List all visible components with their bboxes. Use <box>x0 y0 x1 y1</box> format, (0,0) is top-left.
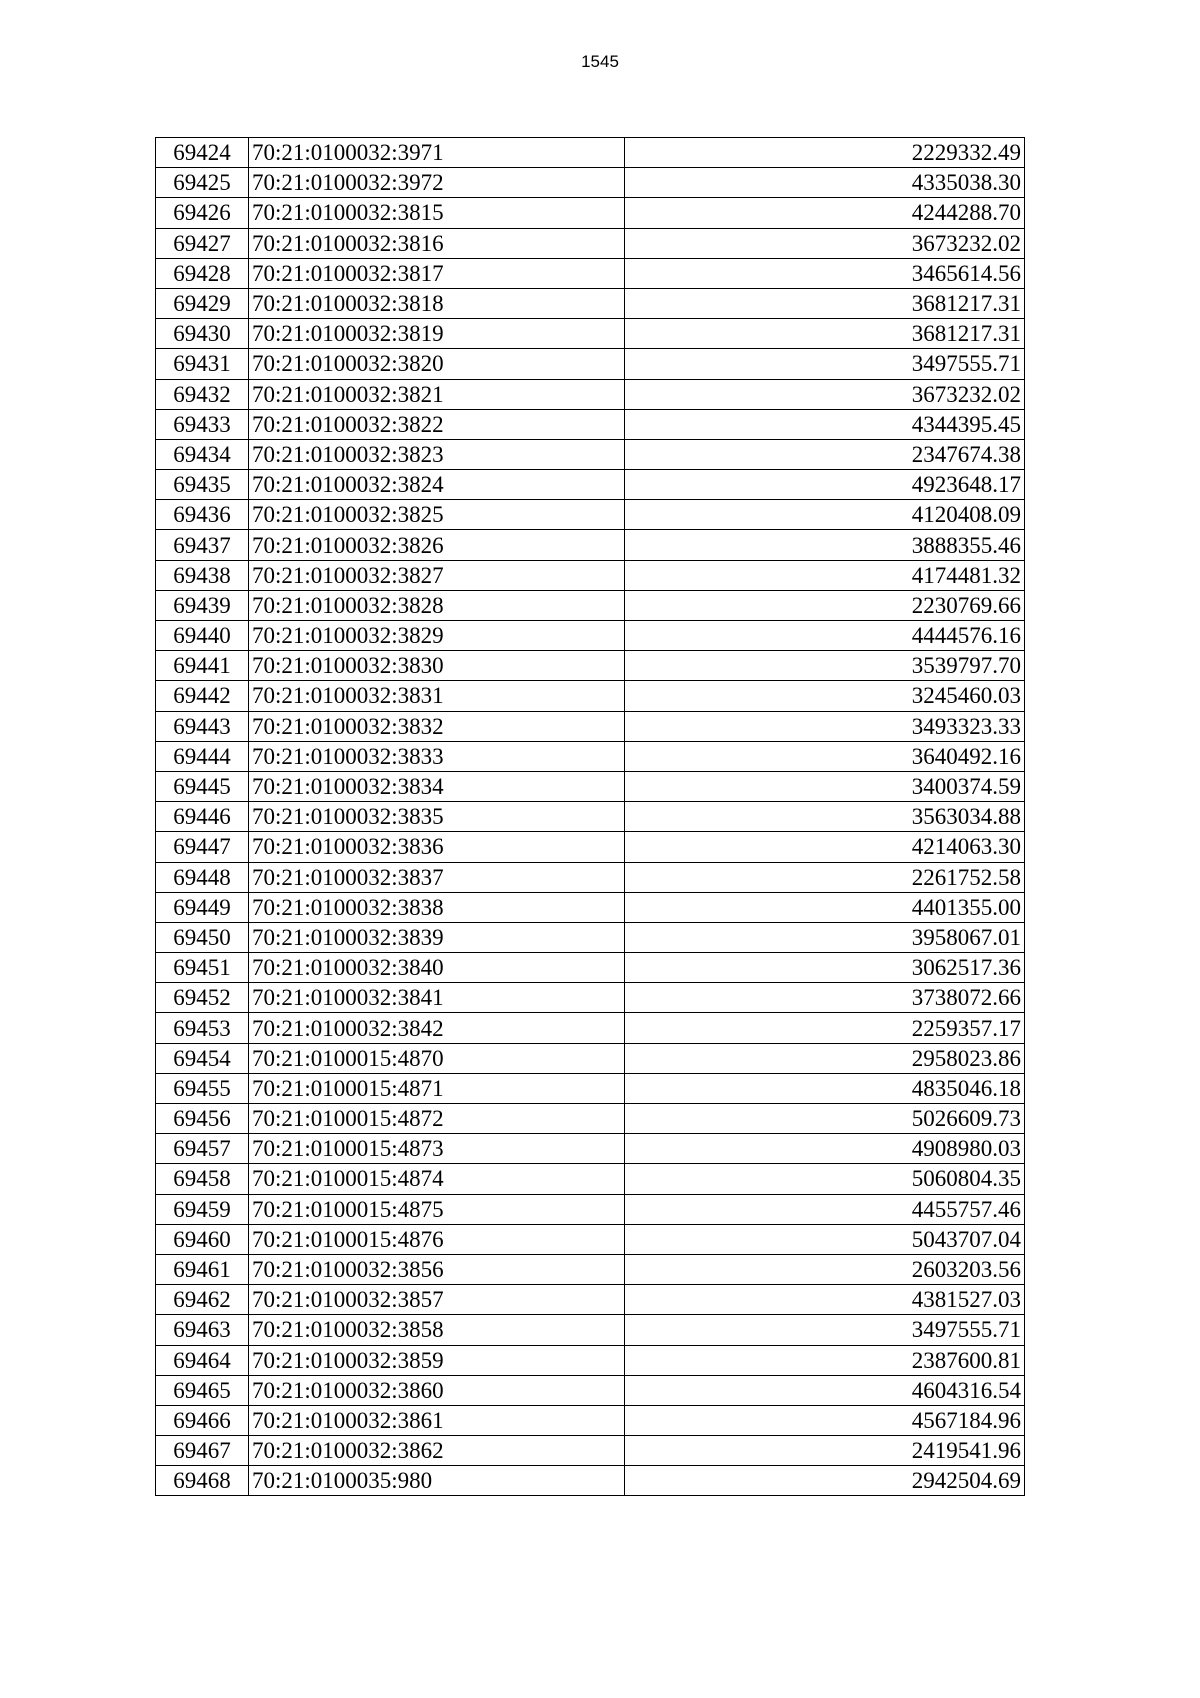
cadastral-value-cell: 5043707.04 <box>625 1224 1025 1254</box>
table-row <box>156 771 1025 801</box>
cadastral-value-cell: 3673232.02 <box>625 228 1025 258</box>
row-number-cell: 69425 <box>156 168 249 198</box>
table-row <box>156 500 1025 530</box>
row-number-cell: 69428 <box>156 258 249 288</box>
table-row <box>156 560 1025 590</box>
table-row <box>156 1013 1025 1043</box>
cadastral-number-cell: 70:21:0100032:3841 <box>249 983 625 1013</box>
table-row <box>156 953 1025 983</box>
table-row <box>156 168 1025 198</box>
row-number-cell: 69447 <box>156 832 249 862</box>
cadastral-number-cell: 70:21:0100015:4870 <box>249 1043 625 1073</box>
cadastral-value-cell: 4335038.30 <box>625 168 1025 198</box>
cadastral-value-cell: 3539797.70 <box>625 651 1025 681</box>
table-row <box>156 621 1025 651</box>
cadastral-number-cell: 70:21:0100032:3831 <box>249 681 625 711</box>
cadastral-number-cell: 70:21:0100032:3832 <box>249 711 625 741</box>
cadastral-number-cell: 70:21:0100032:3833 <box>249 741 625 771</box>
cadastral-value-cell: 4835046.18 <box>625 1073 1025 1103</box>
cadastral-number-cell: 70:21:0100032:3829 <box>249 621 625 651</box>
row-number-cell: 69463 <box>156 1315 249 1345</box>
cadastral-value-cell: 4344395.45 <box>625 409 1025 439</box>
table-row <box>156 409 1025 439</box>
cadastral-number-cell: 70:21:0100032:3972 <box>249 168 625 198</box>
cadastral-number-cell: 70:21:0100032:3821 <box>249 379 625 409</box>
cadastral-value-cell: 4604316.54 <box>625 1375 1025 1405</box>
cadastral-value-cell: 3888355.46 <box>625 530 1025 560</box>
cadastral-number-cell: 70:21:0100032:3837 <box>249 862 625 892</box>
row-number-cell: 69450 <box>156 922 249 952</box>
cadastral-number-cell: 70:21:0100032:3840 <box>249 953 625 983</box>
cadastral-value-cell: 4120408.09 <box>625 500 1025 530</box>
row-number-cell: 69451 <box>156 953 249 983</box>
row-number-cell: 69442 <box>156 681 249 711</box>
cadastral-value-cell: 3465614.56 <box>625 258 1025 288</box>
row-number-cell: 69430 <box>156 319 249 349</box>
table-row <box>156 1104 1025 1134</box>
cadastral-number-cell: 70:21:0100032:3835 <box>249 802 625 832</box>
row-number-cell: 69456 <box>156 1104 249 1134</box>
cadastral-number-cell: 70:21:0100032:3824 <box>249 470 625 500</box>
table-row <box>156 1345 1025 1375</box>
table-row <box>156 1375 1025 1405</box>
row-number-cell: 69439 <box>156 590 249 620</box>
table-row <box>156 1224 1025 1254</box>
cadastral-value-cell: 2387600.81 <box>625 1345 1025 1375</box>
row-number-cell: 69427 <box>156 228 249 258</box>
cadastral-value-cell: 2259357.17 <box>625 1013 1025 1043</box>
table-row <box>156 983 1025 1013</box>
cadastral-value-cell: 3493323.33 <box>625 711 1025 741</box>
table-row <box>156 1164 1025 1194</box>
cadastral-number-cell: 70:21:0100035:980 <box>249 1466 625 1496</box>
row-number-cell: 69432 <box>156 379 249 409</box>
cadastral-number-cell: 70:21:0100032:3862 <box>249 1436 625 1466</box>
cadastral-number-cell: 70:21:0100015:4874 <box>249 1164 625 1194</box>
cadastral-number-cell: 70:21:0100015:4871 <box>249 1073 625 1103</box>
cadastral-value-cell: 3640492.16 <box>625 741 1025 771</box>
cadastral-value-cell: 5026609.73 <box>625 1104 1025 1134</box>
table-row <box>156 802 1025 832</box>
cadastral-number-cell: 70:21:0100032:3842 <box>249 1013 625 1043</box>
cadastral-value-cell: 4567184.96 <box>625 1405 1025 1435</box>
cadastral-number-cell: 70:21:0100015:4873 <box>249 1134 625 1164</box>
row-number-cell: 69453 <box>156 1013 249 1043</box>
row-number-cell: 69429 <box>156 288 249 318</box>
table-row <box>156 681 1025 711</box>
cadastral-value-cell: 5060804.35 <box>625 1164 1025 1194</box>
cadastral-number-cell: 70:21:0100032:3834 <box>249 771 625 801</box>
cadastral-value-cell: 4923648.17 <box>625 470 1025 500</box>
table-row <box>156 1043 1025 1073</box>
row-number-cell: 69424 <box>156 138 249 168</box>
table-row <box>156 1285 1025 1315</box>
cadastral-number-cell: 70:21:0100032:3858 <box>249 1315 625 1345</box>
cadastral-value-cell: 3681217.31 <box>625 288 1025 318</box>
row-number-cell: 69441 <box>156 651 249 681</box>
cadastral-number-cell: 70:21:0100032:3839 <box>249 922 625 952</box>
table-row <box>156 288 1025 318</box>
cadastral-number-cell: 70:21:0100032:3860 <box>249 1375 625 1405</box>
cadastral-number-cell: 70:21:0100032:3819 <box>249 319 625 349</box>
page-number: 1545 <box>581 52 619 71</box>
table-row <box>156 590 1025 620</box>
row-number-cell: 69466 <box>156 1405 249 1435</box>
cadastral-value-cell: 4214063.30 <box>625 832 1025 862</box>
cadastral-value-cell: 2230769.66 <box>625 590 1025 620</box>
table-row <box>156 1466 1025 1496</box>
cadastral-number-cell: 70:21:0100032:3857 <box>249 1285 625 1315</box>
cadastral-number-cell: 70:21:0100032:3816 <box>249 228 625 258</box>
row-number-cell: 69462 <box>156 1285 249 1315</box>
table-row <box>156 228 1025 258</box>
row-number-cell: 69461 <box>156 1254 249 1284</box>
table-row <box>156 319 1025 349</box>
cadastral-value-table <box>155 137 1025 1496</box>
row-number-cell: 69455 <box>156 1073 249 1103</box>
cadastral-value-cell: 2347674.38 <box>625 439 1025 469</box>
cadastral-value-cell: 4401355.00 <box>625 892 1025 922</box>
row-number-cell: 69440 <box>156 621 249 651</box>
row-number-cell: 69454 <box>156 1043 249 1073</box>
cadastral-value-cell: 2942504.69 <box>625 1466 1025 1496</box>
cadastral-number-cell: 70:21:0100032:3820 <box>249 349 625 379</box>
table-row <box>156 1073 1025 1103</box>
table-row <box>156 198 1025 228</box>
cadastral-value-cell: 2261752.58 <box>625 862 1025 892</box>
table-row <box>156 530 1025 560</box>
row-number-cell: 69452 <box>156 983 249 1013</box>
row-number-cell: 69443 <box>156 711 249 741</box>
table-row <box>156 651 1025 681</box>
cadastral-value-cell: 2229332.49 <box>625 138 1025 168</box>
table-row <box>156 922 1025 952</box>
table-row <box>156 1436 1025 1466</box>
row-number-cell: 69449 <box>156 892 249 922</box>
cadastral-number-cell: 70:21:0100032:3815 <box>249 198 625 228</box>
row-number-cell: 69464 <box>156 1345 249 1375</box>
row-number-cell: 69433 <box>156 409 249 439</box>
cadastral-value-cell: 2603203.56 <box>625 1254 1025 1284</box>
cadastral-value-cell: 4244288.70 <box>625 198 1025 228</box>
cadastral-value-cell: 2419541.96 <box>625 1436 1025 1466</box>
table-row <box>156 1315 1025 1345</box>
table-row <box>156 862 1025 892</box>
cadastral-value-cell: 4174481.32 <box>625 560 1025 590</box>
cadastral-value-cell: 3673232.02 <box>625 379 1025 409</box>
cadastral-value-cell: 4908980.03 <box>625 1134 1025 1164</box>
cadastral-number-cell: 70:21:0100032:3830 <box>249 651 625 681</box>
row-number-cell: 69444 <box>156 741 249 771</box>
cadastral-number-cell: 70:21:0100032:3817 <box>249 258 625 288</box>
table-row <box>156 1405 1025 1435</box>
cadastral-value-cell: 4444576.16 <box>625 621 1025 651</box>
table-row <box>156 741 1025 771</box>
row-number-cell: 69448 <box>156 862 249 892</box>
cadastral-value-cell: 4455757.46 <box>625 1194 1025 1224</box>
row-number-cell: 69465 <box>156 1375 249 1405</box>
cadastral-number-cell: 70:21:0100032:3826 <box>249 530 625 560</box>
cadastral-number-cell: 70:21:0100015:4875 <box>249 1194 625 1224</box>
cadastral-value-cell: 3738072.66 <box>625 983 1025 1013</box>
row-number-cell: 69459 <box>156 1194 249 1224</box>
row-number-cell: 69467 <box>156 1436 249 1466</box>
table-row <box>156 470 1025 500</box>
cadastral-value-cell: 3563034.88 <box>625 802 1025 832</box>
table-row <box>156 1254 1025 1284</box>
cadastral-value-cell: 4381527.03 <box>625 1285 1025 1315</box>
row-number-cell: 69446 <box>156 802 249 832</box>
cadastral-value-cell: 3400374.59 <box>625 771 1025 801</box>
table-row <box>156 349 1025 379</box>
table-row <box>156 1134 1025 1164</box>
row-number-cell: 69457 <box>156 1134 249 1164</box>
cadastral-value-cell: 3245460.03 <box>625 681 1025 711</box>
cadastral-number-cell: 70:21:0100032:3822 <box>249 409 625 439</box>
row-number-cell: 69436 <box>156 500 249 530</box>
row-number-cell: 69468 <box>156 1466 249 1496</box>
cadastral-value-cell: 3681217.31 <box>625 319 1025 349</box>
cadastral-number-cell: 70:21:0100032:3856 <box>249 1254 625 1284</box>
cadastral-number-cell: 70:21:0100032:3861 <box>249 1405 625 1435</box>
table-row <box>156 711 1025 741</box>
cadastral-value-cell: 3958067.01 <box>625 922 1025 952</box>
cadastral-number-cell: 70:21:0100032:3859 <box>249 1345 625 1375</box>
cadastral-value-cell: 3497555.71 <box>625 1315 1025 1345</box>
row-number-cell: 69458 <box>156 1164 249 1194</box>
row-number-cell: 69445 <box>156 771 249 801</box>
cadastral-number-cell: 70:21:0100032:3825 <box>249 500 625 530</box>
row-number-cell: 69434 <box>156 439 249 469</box>
cadastral-number-cell: 70:21:0100032:3823 <box>249 439 625 469</box>
table-row <box>156 258 1025 288</box>
table-row <box>156 439 1025 469</box>
cadastral-number-cell: 70:21:0100032:3818 <box>249 288 625 318</box>
table-row <box>156 1194 1025 1224</box>
cadastral-value-cell: 2958023.86 <box>625 1043 1025 1073</box>
cadastral-number-cell: 70:21:0100032:3827 <box>249 560 625 590</box>
row-number-cell: 69431 <box>156 349 249 379</box>
table-row <box>156 892 1025 922</box>
row-number-cell: 69460 <box>156 1224 249 1254</box>
cadastral-number-cell: 70:21:0100032:3836 <box>249 832 625 862</box>
cadastral-number-cell: 70:21:0100032:3828 <box>249 590 625 620</box>
cadastral-number-cell: 70:21:0100032:3838 <box>249 892 625 922</box>
row-number-cell: 69437 <box>156 530 249 560</box>
table-row <box>156 379 1025 409</box>
cadastral-value-cell: 3062517.36 <box>625 953 1025 983</box>
cadastral-number-cell: 70:21:0100032:3971 <box>249 138 625 168</box>
row-number-cell: 69426 <box>156 198 249 228</box>
cadastral-number-cell: 70:21:0100015:4876 <box>249 1224 625 1254</box>
table-row <box>156 832 1025 862</box>
row-number-cell: 69435 <box>156 470 249 500</box>
table-body <box>156 138 1025 1496</box>
cadastral-number-cell: 70:21:0100015:4872 <box>249 1104 625 1134</box>
cadastral-value-cell: 3497555.71 <box>625 349 1025 379</box>
row-number-cell: 69438 <box>156 560 249 590</box>
table-row <box>156 138 1025 168</box>
